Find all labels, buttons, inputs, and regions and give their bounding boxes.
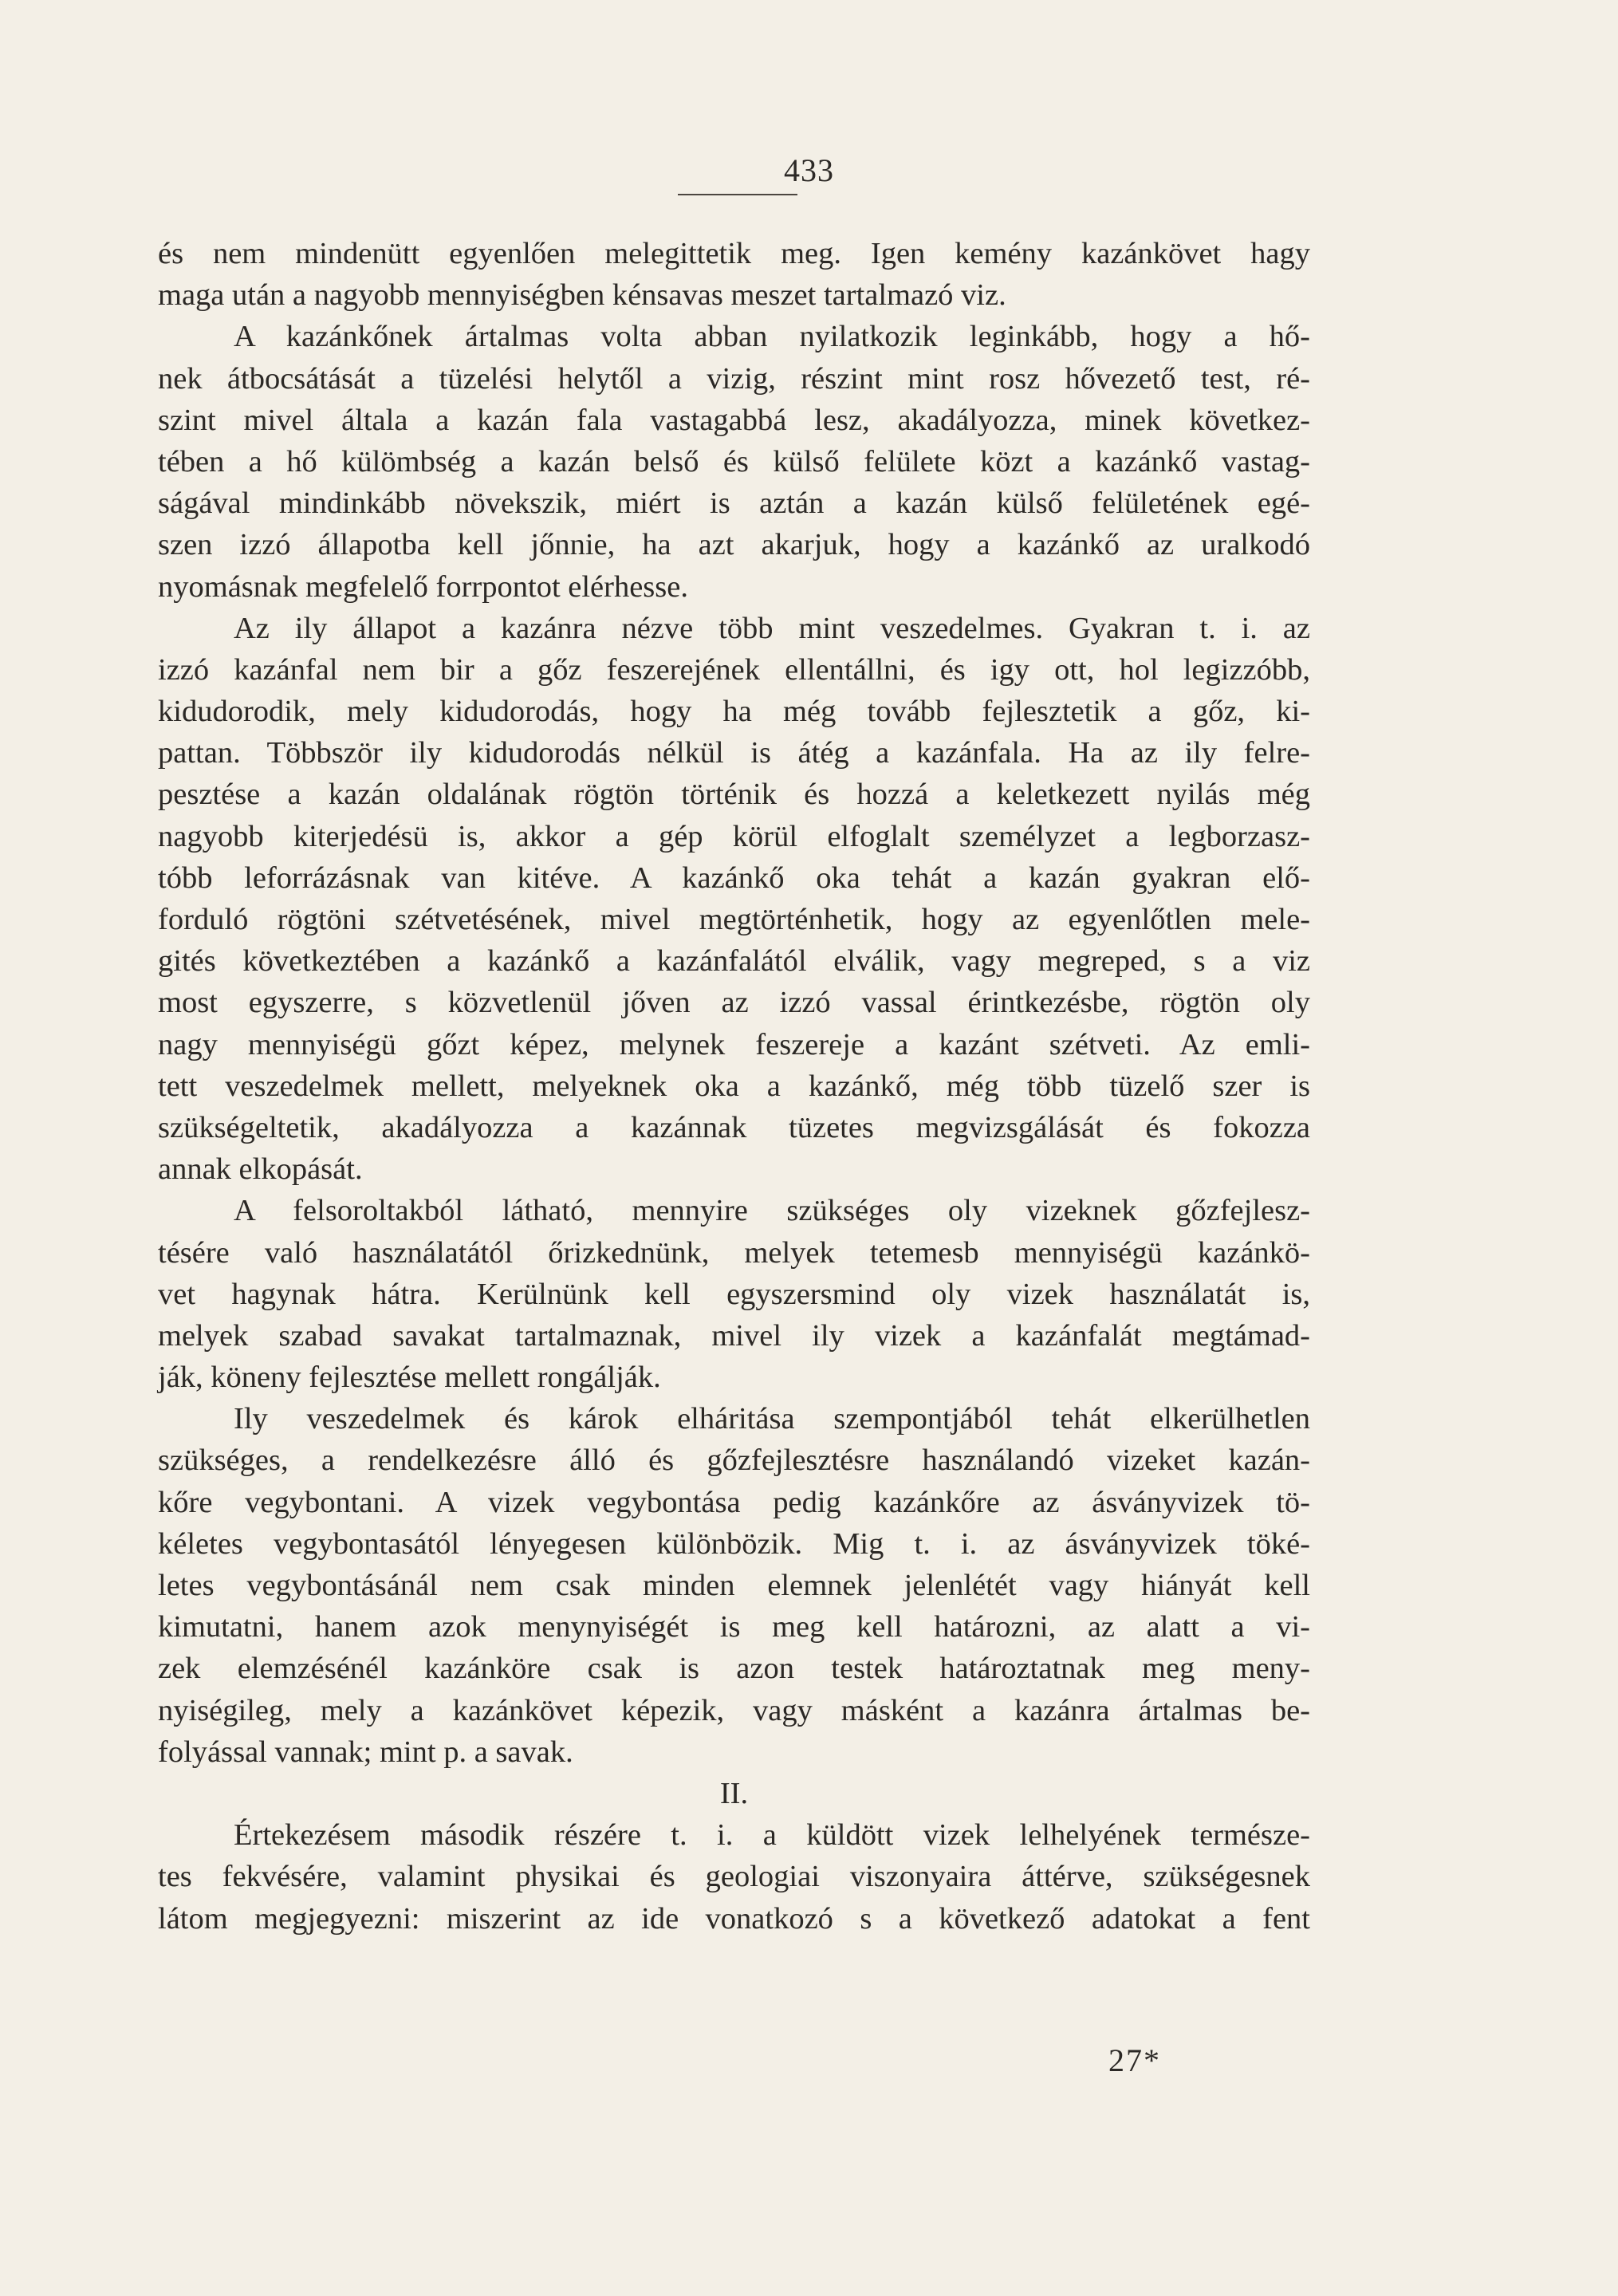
- section-heading: II.: [719, 1776, 749, 1810]
- page-number: 433: [784, 152, 834, 188]
- text-line: folyással vannak; mint p. a savak.: [158, 1735, 573, 1769]
- text-line: tében a hő külömbség a kazán belső és külső felülete közt a kazánkő vastag-: [158, 444, 1310, 478]
- paragraph: [158, 316, 1310, 607]
- text-line: nagy mennyiségü gőzt képez, melynek feszereje a kazánt szétveti. Az emli-: [158, 1027, 1310, 1061]
- text-line: nyomásnak megfelelő forrpontot elérhesse.: [158, 569, 688, 604]
- text-line: forduló rögtöni szétvetésének, mivel megtörténhetik, hogy az egyenlőtlen mele-: [158, 903, 1310, 936]
- section-one-text: [158, 233, 1310, 1773]
- paragraph: [158, 1190, 1310, 1398]
- text-line: szükségeltetik, akadályozza a kazánnak tüzetes megvizsgálását és fokozza: [158, 1110, 1310, 1144]
- signature-mark: 27*: [1108, 2042, 1161, 2078]
- text-line: Értekezésem második részére t. i. a küldött vizek lelhelyének természe-: [234, 1818, 1310, 1853]
- text-line: nyiségileg, mely a kazánkövet képezik, vagy másként a kazánra ártalmas be-: [158, 1693, 1310, 1727]
- text-line: kimutatni, hanem azok menynyiségét is meg kell határozni, az alatt a vi-: [158, 1610, 1310, 1644]
- paragraph: [158, 233, 1310, 316]
- text-line: pattan. Többször ily kidudorodás nélkül is átég a kazánfala. Ha az ily felre-: [158, 736, 1310, 770]
- text-line: A felsoroltakból látható, mennyire szükséges oly vizeknek gőzfejlesz-: [234, 1194, 1310, 1228]
- text-line: annak elkopását.: [158, 1152, 363, 1187]
- text-line: nagyobb kiterjedésü is, akkor a gép körül elfoglalt személyzet a legborzasz-: [158, 819, 1310, 853]
- paragraph: [158, 1814, 1310, 1940]
- text-line: tésére való használatától őrizkednünk, melyek tetemesb mennyiségü kazánkö-: [158, 1235, 1310, 1270]
- text-line: kidudorodik, mely kidudorodás, hogy ha még tovább fejlesztetik a gőz, ki-: [158, 695, 1310, 729]
- text-line: izzó kazánfal nem bir a gőz feszerejének ellentállni, és igy ott, hol legizzóbb,: [158, 652, 1310, 687]
- paragraph: [158, 608, 1310, 1191]
- text-line: szen izzó állapotba kell jőnnie, ha azt akarjuk, hogy a kazánkő az uralkodó: [158, 528, 1310, 562]
- text-line: kőre vegybontani. A vizek vegybontása pedig kazánkőre az ásványvizek tö-: [158, 1485, 1310, 1519]
- text-line: gités következtében a kazánkő a kazánfalától elválik, vagy megreped, s a viz: [158, 944, 1310, 979]
- text-line: szükséges, a rendelkezésre álló és gőzfejlesztésre használandó vizeket kazán-: [158, 1443, 1310, 1478]
- text-line: Ily veszedelmek és károk elháritása szempontjából tehát elkerülhetlen: [234, 1402, 1310, 1436]
- text-line: ságával mindinkább növekszik, miért is aztán a kazán külső felületének egé-: [158, 486, 1310, 521]
- header-rule: [678, 194, 797, 195]
- text-line: melyek szabad savakat tartalmaznak, mivel ily vizek a kazánfalát megtámad-: [158, 1318, 1310, 1353]
- text-line: tóbb leforrázásnak van kitéve. A kazánkő oka tehát a kazán gyakran elő-: [158, 861, 1310, 895]
- section-two-text: [158, 1814, 1310, 1940]
- text-line: Az ily állapot a kazánra nézve több mint veszedelmes. Gyakran t. i. az: [234, 611, 1310, 645]
- text-line: A kazánkőnek ártalmas volta abban nyilatkozik leginkább, hogy a hő-: [234, 320, 1310, 354]
- text-line: látom megjegyezni: miszerint az ide vonatkozó s a következő adatokat a fent: [158, 1901, 1310, 1936]
- text-line: letes vegybontásánál nem csak minden elemnek jelenlétét vagy hiányát kell: [158, 1569, 1310, 1602]
- text-line: pesztése a kazán oldalának rögtön történik és hozzá a keletkezett nyilás még: [158, 778, 1310, 812]
- text-line: szint mivel általa a kazán fala vastagabbá lesz, akadályozza, minek következ-: [158, 403, 1310, 437]
- text-line: kéletes vegybontasától lényegesen különbözik. Mig t. i. az ásványvizek töké-: [158, 1526, 1310, 1561]
- text-line: vet hagynak hátra. Kerülnünk kell egyszersmind oly vizek használatát is,: [158, 1277, 1310, 1311]
- text-line: tett veszedelmek mellett, melyeknek oka a kazánkő, még több tüzelő szer is: [158, 1069, 1310, 1103]
- text-line: most egyszerre, s közvetlenül jőven az izzó vassal érintkezésbe, rögtön oly: [158, 986, 1310, 1020]
- page-body: [158, 233, 1310, 1940]
- text-line: zek elemzésénél kazánköre csak is azon testek határoztatnak meg meny-: [158, 1652, 1310, 1686]
- text-line: maga után a nagyobb mennyiségben kénsavas meszet tartalmazó viz.: [158, 278, 1006, 313]
- text-line: nek átbocsátását a tüzelési helytől a vizig, részint mint rosz hővezető test, ré-: [158, 361, 1310, 396]
- paragraph: [158, 1398, 1310, 1773]
- text-line: ják, köneny fejlesztése mellett rongálják.: [158, 1361, 661, 1395]
- text-line: tes fekvésére, valamint physikai és geologiai viszonyaira áttérve, szükségesnek: [158, 1860, 1310, 1894]
- text-line: és nem mindenütt egyenlően melegittetik meg. Igen kemény kazánkövet hagy: [158, 237, 1310, 270]
